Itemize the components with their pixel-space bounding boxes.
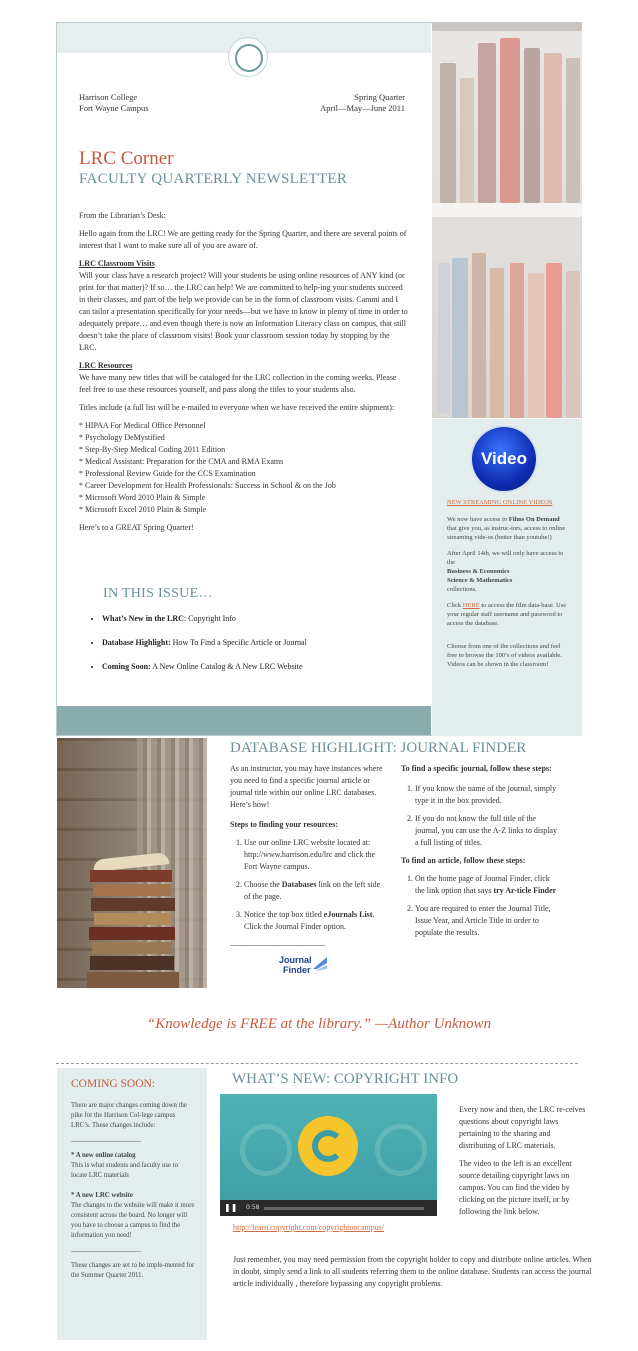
months-label: April—May—June 2011 <box>320 103 405 113</box>
issue-item: • Database Highlight: How To Find a Specific Article or Journal <box>102 637 336 649</box>
sidebar-p4: Choose from one of the collections and feel free to browse the 100’s of videos available. Videos can be shown in the classroom! <box>447 643 562 668</box>
journal-finder-logo[interactable]: Journal Finder <box>279 955 312 975</box>
knowledge-quote: “Knowledge is FREE at the library.” —Author Unknown <box>146 1016 492 1032</box>
librarian-letter <box>79 210 409 534</box>
title-item: * HIPAA For Medical Office Personnel <box>79 421 206 430</box>
coming-item-title: * A new LRC website <box>71 1192 133 1199</box>
letter-closing: Here’s to a GREAT Spring Quarter! <box>79 523 194 532</box>
sidebar-p1: We now have access to Films On Demand that give you, as instruc-tors, access to online streaming vide-os (better than youtube!) <box>447 516 566 541</box>
article-step: 2. You are required to enter the Journal Title, Issue Year, and Article Title in order to populate the results. <box>415 903 561 939</box>
visits-body: Will your class have a research project? Will your students be using online resources of ANY kind (or print for that matter)? If so… the LRC can help! We are committed to help-ing your students succeed in their classes, and part of the help we provide can be in the form of classroom visits. Cammi and I can tailor a presentation specifically for your needs—but we have to know in plenty of time in order to adequately prepare… and even though there is now an Information Literacy class on campus, that still doesn’t take the place of classroom visits! Book your classroom session today by stopping by the LRC. <box>79 271 408 352</box>
db-steps-list <box>230 837 388 933</box>
coming-item-body: The changes to the website will make it more consistent across the board. No longer will you have to choose a campus to find the information you need! <box>71 1202 195 1239</box>
journal-finder-column <box>401 763 561 945</box>
title-item: * Career Development for Health Professionals: Success in School & on the Job <box>79 481 336 490</box>
coming-rule: ________________________ <box>71 1246 141 1253</box>
db-step: 1. Use our online LRC website located at: http://www.harrison.edu/lrc and click the Fort Wayne campus. <box>244 837 388 873</box>
whats-new-p2: The video to the left is an excellent source detailing copyright laws on campus. You can find the video by clicking on the picture itself, or by following the link below. <box>459 1159 572 1216</box>
section-divider <box>56 1063 578 1064</box>
db-step: 3. Notice the top box titled eJournals List. Click the Journal Finder option. <box>244 909 388 933</box>
titles-intro: Titles include (a full list will be e-mailed to everyone when we have received the entire shipment): <box>79 403 395 412</box>
title-item: * Psychology DeMystified <box>79 433 165 442</box>
journal-heading: To find a specific journal, follow these steps: <box>401 764 552 773</box>
sidebar-text <box>447 498 567 669</box>
copyright-video-thumbnail[interactable] <box>220 1094 437 1216</box>
sidebar-p3: Click HERE to access the film data-base. Use your regular staff username and password to access the database. <box>447 602 567 627</box>
journal-step: 2. If you do not know the full title of the journal, you can use the A-Z links to display a full listing of titles. <box>415 813 561 849</box>
whats-new-closing: Just remember, you may need permission from the copyright holder to copy and distribute online articles. When in doubt, simply send a link to all students referring them to the online database. Students can access the journal article individually , therefore bypassing any copyright problems. <box>233 1255 592 1288</box>
database-highlight-title: DATABASE HIGHLIGHT: JOURNAL FINDER <box>230 740 527 756</box>
coming-soon-heading: COMING SOON: <box>71 1078 156 1090</box>
title-item: * Microsoft Word 2010 Plain & Simple <box>79 493 206 502</box>
db-steps-column <box>230 763 388 949</box>
article-steps-list <box>401 873 561 939</box>
article-step: 1. On the home page of Journal Finder, click the link option that says try Ar-ticle Finder <box>415 873 561 897</box>
issue-item: • Coming Soon: A New Online Catalog & A New LRC Website <box>102 661 336 673</box>
letter-intro: Hello again from the LRC! We are getting ready for the Spring Quarter, and there are several points of interest that I want to make sure all of you are aware of. <box>79 229 407 250</box>
titles-list <box>79 420 409 516</box>
journal-step: 1. If you know the name of the journal, simply type it in the box provided. <box>415 783 561 807</box>
footer-bar <box>57 706 431 735</box>
quarter-label: Spring Quarter <box>354 92 405 102</box>
coming-item-body: This is what students and faculty use to locate LRC materials <box>71 1162 179 1179</box>
medallion-ornament <box>228 37 268 77</box>
coming-soon-text <box>71 1101 195 1281</box>
article-heading: To find an article, follow these steps: <box>401 856 526 865</box>
college-name: Harrison College <box>79 92 138 102</box>
copyright-video-link[interactable]: http://learn.copyright.com/copyrightoncampus/ <box>233 1223 385 1232</box>
letter-greeting: From the Librarian’s Desk: <box>79 211 166 220</box>
resources-heading: LRC Resources <box>79 361 133 370</box>
steps-heading: Steps to finding your resources: <box>230 820 339 829</box>
issue-date <box>300 92 405 114</box>
coming-item-title: * A new online catalog <box>71 1152 136 1159</box>
video-logo-icon[interactable]: Video <box>472 427 536 491</box>
title-item: * Microsoft Excel 2010 Plain & Simple <box>79 505 207 514</box>
whats-new-p1: Every now and then, the LRC re-ceives questions about copyright laws pertaining to the sharing and distributing of LRC materials. <box>459 1105 586 1150</box>
issue-item: • What’s New in the LRC: Copyright Info <box>102 613 336 625</box>
issue-heading: IN THIS ISSUE… <box>103 586 213 601</box>
whats-new-text <box>459 1104 589 1218</box>
issue-list <box>86 613 336 685</box>
streaming-videos-link[interactable]: NEW STREAMING ONLINE VIDEOS <box>447 499 553 506</box>
title-item: * Professional Review Guide for the CCS Examination <box>79 469 256 478</box>
bookshelf-photo <box>432 23 582 418</box>
video-timestamp: 0:58 <box>246 1204 260 1211</box>
journal-finder-icon <box>313 957 327 971</box>
whats-new-title: WHAT’S NEW: COPYRIGHT INFO <box>232 1071 459 1087</box>
title-item: * Step-By-Step Medical Coding 2011 Edition <box>79 445 226 454</box>
pause-icon[interactable]: ❚❚ <box>224 1203 238 1212</box>
video-progress-bar[interactable] <box>264 1207 424 1210</box>
title-item: * Medical Assistant: Preparation for the CMA and RMA Exams <box>79 457 284 466</box>
sidebar-p2: After April 14th, we will only have access to the Business & Economics Science & Mathematics collections. <box>447 550 564 593</box>
newsletter-subtitle: FACULTY QUARTERLY NEWSLETTER <box>79 171 348 187</box>
db-step: 2. Choose the Databases link on the left side of the page. <box>244 879 388 903</box>
visits-heading: LRC Classroom Visits <box>79 259 155 268</box>
newsletter-title: LRC Corner <box>79 148 174 169</box>
coming-intro: There are major changes coming down the pike for the Harrison Col-lege campus LRC’s. These changes include: <box>71 1102 187 1129</box>
journal-steps-list <box>401 783 561 849</box>
here-link[interactable]: HERE <box>462 602 480 609</box>
campus-name: Fort Wayne Campus <box>79 103 149 113</box>
coming-rule: ________________________ <box>71 1136 141 1143</box>
library-books-photo <box>57 738 207 988</box>
coming-outro: These changes are set to be imple-mented for the Summer Quarter 2011. <box>71 1262 195 1279</box>
db-rule: ___________________________ <box>230 938 325 947</box>
db-intro: As an instructor, you may have instances where you need to find a specific journal article or journal title within our online LRC databases. Here’s how! <box>230 764 383 809</box>
college-info <box>79 92 149 114</box>
resources-body: We have many new titles that will be cataloged for the LRC collection in the coming weeks. Please feel free to use these resources yourself, and pass along the titles to your students also. <box>79 373 397 394</box>
